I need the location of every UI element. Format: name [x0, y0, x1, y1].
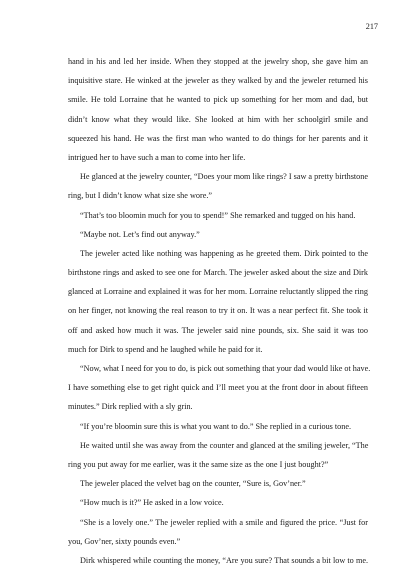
text-line: “If you’re bloomin sure this is what you want to do.” She replied in a curious tone. — [80, 421, 352, 431]
text-line: ring, but I didn’t know what size she wore.” — [68, 191, 213, 201]
text-line: inquisitive stare. He winked at the jeweler as they walked by and the jeweler returned his — [68, 76, 368, 86]
text-line: Dirk whispered while counting the money, “Are you sure? That sounds a bit low to me. — [80, 555, 368, 565]
page-number: 217 — [365, 22, 378, 31]
text-line: The jeweler placed the velvet bag on the counter, “Sure is, Gov’ner.” — [80, 479, 306, 489]
text-line: smile. He told Lorraine that he wanted to pick up something for her mom and dad, but — [68, 95, 368, 105]
text-line: “That’s too bloomin much for you to spend!” She remarked and tugged on his hand. — [80, 210, 356, 220]
text-line: glanced at Lorraine and explained it was for her mom. Lorraine reluctantly slipped the ring — [68, 287, 368, 297]
text-line: off and asked how much it was. The jeweler said nine pounds, six. She said it was too — [68, 325, 368, 335]
text-line: “Maybe not. Let’s find out anyway.” — [80, 229, 200, 239]
text-line: “Now, what I need for you to do, is pick out something that your dad would like ot have. — [80, 364, 371, 373]
text-line: much for Dirk to spend and he laughed while he paid for it. — [68, 344, 263, 354]
body-text — [68, 52, 371, 570]
text-line: birthstone rings and asked to see one for March. The jeweler asked about the size and Dirk — [68, 268, 368, 278]
text-line: didn’t know what they would like. She looked at him with her schoolgirl smile and — [68, 114, 368, 124]
text-line: on her finger, not knowing the real reason to try it on. It was a near perfect fit. She took it — [68, 306, 368, 316]
text-line: He waited until she was away from the counter and glanced at the smiling jeweler, “The — [80, 440, 369, 450]
text-line: hand in his and led her inside. When they stopped at the jewelry shop, she gave him an — [68, 57, 368, 66]
text-line: I have something else to get right quick and I’ll meet you at the front door in about fifteen — [68, 383, 368, 393]
text-line: He glanced at the jewelry counter, “Does your mom like rings? I saw a pretty birthstone — [80, 172, 368, 182]
text-line: “She is a lovely one.” The jeweler replied with a smile and figured the price. “Just for — [80, 517, 368, 527]
text-line: ring you put away for me earlier, was it the same size as the one I just bought?” — [68, 459, 329, 469]
text-line: squeezed his hand. He was the first man who wanted to do things for her parents and it — [68, 133, 368, 143]
text-line: “How much is it?” He asked in a low voice. — [80, 498, 224, 508]
text-line: minutes.” Dirk replied with a sly grin. — [68, 402, 193, 412]
text-line: intrigued her to have such a man to come into her life. — [68, 152, 246, 162]
text-line: The jeweler acted like nothing was happening as he greeted them. Dirk pointed to the — [80, 248, 368, 258]
text-line: you, Gov’ner, sixty pounds even.” — [68, 536, 181, 546]
